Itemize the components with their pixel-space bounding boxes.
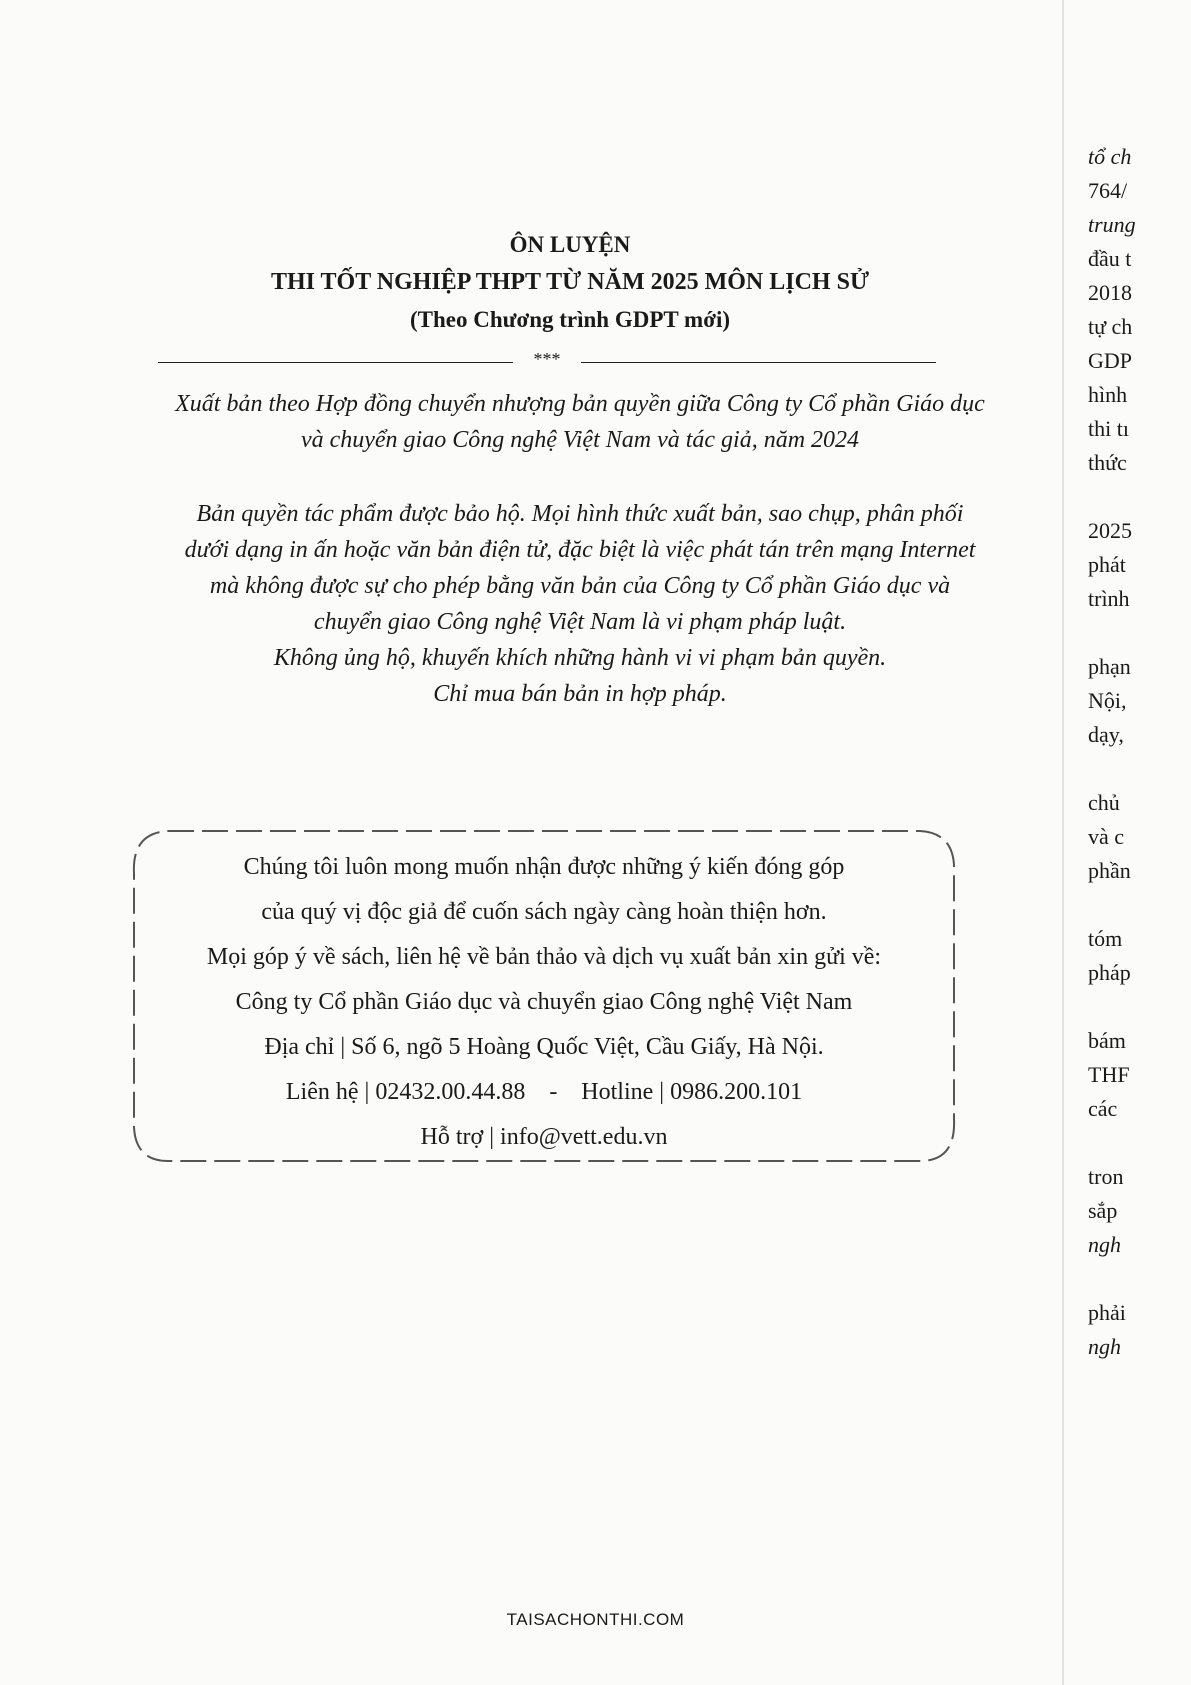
adjacent-page-fragment	[1088, 990, 1191, 1024]
copyright-line: Không ủng hộ, khuyến khích những hành vi vi phạm bản quyền.	[273, 645, 887, 671]
page-fold-edge	[1062, 0, 1064, 1685]
copyright-line: Bản quyền tác phẩm được bảo hộ. Mọi hình thức xuất bản, sao chụp, phân phối	[196, 501, 964, 527]
company-name: Công ty Cổ phần Giáo dục và chuyển giao Công nghệ Việt Nam	[235, 989, 853, 1015]
adjacent-page-fragment	[1088, 480, 1191, 514]
adjacent-page-fragment	[1088, 1262, 1191, 1296]
adjacent-page-fragment: 2018	[1088, 280, 1132, 305]
adjacent-page-fragment: dạy,	[1088, 722, 1124, 747]
adjacent-page-fragment: tổ ch	[1088, 144, 1132, 169]
adjacent-page-fragment: các	[1088, 1096, 1118, 1121]
book-title	[120, 228, 1020, 338]
contact-line: của quý vị độc giả để cuốn sách ngày càng hoàn thiện hơn.	[261, 899, 827, 925]
adjacent-page-fragment: phạn	[1088, 654, 1131, 679]
adjacent-page-fragment	[1088, 888, 1191, 922]
title-line-1: ÔN LUYỆN	[509, 232, 631, 257]
contact-text	[128, 845, 960, 1160]
adjacent-page-fragment: pháp	[1088, 960, 1131, 985]
copyright-line: chuyển giao Công nghệ Việt Nam là vi phạm pháp luật.	[313, 609, 847, 635]
adjacent-page-fragment: thức	[1088, 450, 1127, 475]
adjacent-page-text	[1088, 140, 1191, 1364]
adjacent-page-fragment: trung	[1088, 212, 1136, 237]
adjacent-page-fragment: trình	[1088, 586, 1130, 611]
adjacent-page-fragment	[1088, 616, 1191, 650]
contact-box	[128, 823, 960, 1169]
title-separator	[158, 349, 936, 373]
copyright-line: mà không được sự cho phép bằng văn bản của Công ty Cổ phần Giáo dục và	[209, 573, 951, 599]
adjacent-page-fragment: hình	[1088, 382, 1128, 407]
adjacent-page-fragment: GDP	[1088, 348, 1133, 373]
adjacent-page-fragment: đầu t	[1088, 246, 1132, 271]
adjacent-page-fragment: Nội,	[1088, 688, 1127, 713]
publication-note	[80, 386, 1080, 458]
adjacent-page-fragment: chủ	[1088, 790, 1120, 815]
adjacent-page-fragment: tron	[1088, 1164, 1124, 1189]
adjacent-page-fragment: phải	[1088, 1300, 1126, 1325]
title-line-2: THI TỐT NGHIỆP THPT TỪ NĂM 2025 MÔN LỊCH SỬ	[270, 269, 870, 295]
adjacent-page-fragment: phần	[1088, 858, 1131, 883]
adjacent-page-fragment: 2025	[1088, 518, 1132, 543]
adjacent-page-fragment: ngh	[1088, 1334, 1121, 1359]
adjacent-page-fragment: 764/	[1088, 178, 1128, 203]
adjacent-page-fragment: sắp	[1088, 1198, 1118, 1223]
support-email: Hỗ trợ | info@vett.edu.vn	[420, 1124, 668, 1150]
copyright-notice	[80, 496, 1080, 712]
contact-line: Chúng tôi luôn mong muốn nhận được những ý kiến đóng góp	[243, 854, 845, 880]
publication-note-line: và chuyển giao Công nghệ Việt Nam và tác giả, năm 2024	[300, 427, 860, 453]
adjacent-page-fragment: thi tı	[1088, 416, 1129, 441]
contact-line: Mọi góp ý về sách, liên hệ về bản thảo và dịch vụ xuất bản xin gửi về:	[206, 944, 882, 970]
adjacent-page-fragment	[1088, 1126, 1191, 1160]
phone-hotline: Liên hệ | 02432.00.44.88 - Hotline | 0986.200.101	[285, 1079, 803, 1105]
title-line-3: (Theo Chương trình GDPT mới)	[410, 307, 730, 332]
copyright-line: Chỉ mua bán bản in hợp pháp.	[433, 681, 727, 707]
separator-stars: ***	[533, 349, 561, 369]
footer-watermark: TAISACHONTHI.COM	[506, 1610, 685, 1629]
adjacent-page-fragment	[1088, 752, 1191, 786]
separator-rule-left	[158, 362, 513, 363]
adjacent-page-fragment: ngh	[1088, 1232, 1121, 1257]
adjacent-page-fragment: phát	[1088, 552, 1126, 577]
adjacent-page-fragment: THF	[1088, 1062, 1130, 1087]
copyright-line: dưới dạng in ấn hoặc văn bản điện tử, đặc biệt là việc phát tán trên mạng Internet	[184, 537, 976, 563]
publication-note-line: Xuất bản theo Hợp đồng chuyển nhượng bản quyền giữa Công ty Cổ phần Giáo dục	[175, 391, 985, 417]
adjacent-page-fragment: và c	[1088, 824, 1125, 849]
adjacent-page-fragment: tóm	[1088, 926, 1123, 951]
adjacent-page-fragment: tự ch	[1088, 314, 1133, 339]
separator-rule-right	[581, 362, 936, 363]
adjacent-page-fragment: bám	[1088, 1028, 1126, 1053]
address: Địa chỉ | Số 6, ngõ 5 Hoàng Quốc Việt, Cầu Giấy, Hà Nội.	[264, 1034, 824, 1060]
